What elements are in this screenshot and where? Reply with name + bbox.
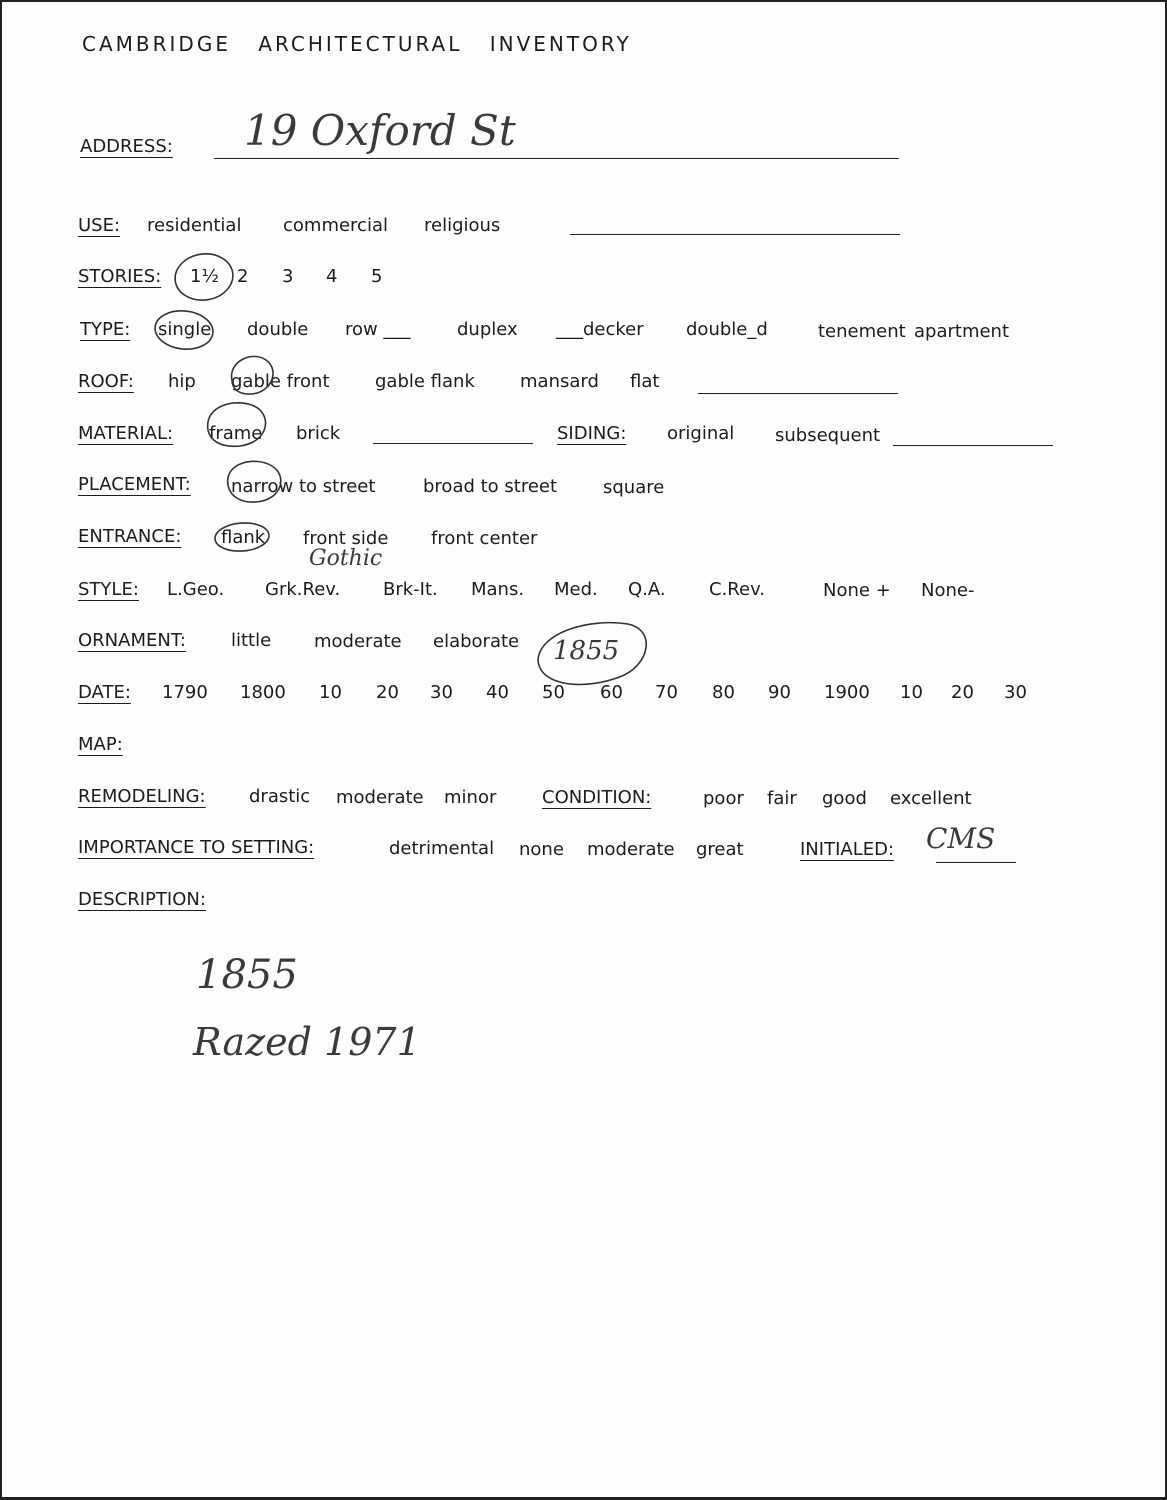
ornament-option-moderate: moderate bbox=[314, 631, 402, 652]
roof-label: ROOF: bbox=[78, 371, 134, 392]
remodeling-option-minor: minor bbox=[444, 787, 497, 808]
placement-option-square: square bbox=[603, 477, 665, 498]
style-annotation-gothic: Gothic bbox=[309, 546, 383, 571]
type-option-duplex: duplex bbox=[457, 319, 518, 340]
initialed-label: INITIALED: bbox=[800, 839, 895, 860]
date-annotation-1855: 1855 bbox=[553, 636, 620, 666]
address-value: 19 Oxford St bbox=[244, 106, 516, 155]
address-line bbox=[214, 158, 899, 159]
style-option-l-geo: L.Geo. bbox=[167, 579, 225, 600]
entrance-option-front-side: front side bbox=[303, 528, 389, 549]
date-option-30: 30 bbox=[430, 682, 453, 703]
style-label: STYLE: bbox=[78, 579, 139, 600]
roof-other-line bbox=[698, 393, 898, 394]
ornament-option-little: little bbox=[231, 630, 272, 651]
date-option-1790: 1790 bbox=[162, 682, 208, 703]
date-option-80: 80 bbox=[712, 682, 735, 703]
type-option-double-d: double_d bbox=[686, 319, 768, 340]
date-option-20: 20 bbox=[376, 682, 399, 703]
date-option-1920: 20 bbox=[951, 682, 974, 703]
type-option-row: row ___ bbox=[345, 319, 411, 340]
stories-option-1-half: 1½ bbox=[190, 266, 219, 287]
use-option-commercial: commercial bbox=[283, 215, 388, 236]
date-label: DATE: bbox=[78, 682, 131, 703]
remodeling-label: REMODELING: bbox=[78, 786, 206, 807]
material-other-line bbox=[373, 443, 533, 444]
use-other-line bbox=[570, 234, 900, 235]
condition-option-good: good bbox=[822, 788, 867, 809]
date-option-90: 90 bbox=[768, 682, 791, 703]
type-option-decker: ___decker bbox=[556, 319, 644, 340]
style-option-mans: Mans. bbox=[471, 579, 525, 600]
importance-option-detrimental: detrimental bbox=[389, 838, 495, 859]
initialed-line bbox=[936, 862, 1016, 863]
remodeling-option-drastic: drastic bbox=[249, 786, 311, 807]
type-option-single: single bbox=[158, 319, 212, 340]
date-option-50: 50 bbox=[542, 682, 565, 703]
entrance-label: ENTRANCE: bbox=[78, 526, 182, 547]
roof-option-flat: flat bbox=[630, 371, 660, 392]
roof-option-mansard: mansard bbox=[520, 371, 599, 392]
date-option-1900: 1900 bbox=[824, 682, 870, 703]
style-option-med: Med. bbox=[554, 579, 598, 600]
style-option-none-plus: None + bbox=[823, 580, 891, 601]
siding-option-subsequent: subsequent bbox=[775, 425, 881, 446]
material-label: MATERIAL: bbox=[78, 423, 174, 444]
remodeling-option-moderate: moderate bbox=[336, 787, 424, 808]
date-option-1910: 10 bbox=[900, 682, 923, 703]
use-option-religious: religious bbox=[424, 215, 501, 236]
material-option-frame: frame bbox=[209, 423, 263, 444]
style-option-grk-rev: Grk.Rev. bbox=[265, 579, 341, 600]
siding-other-line bbox=[893, 445, 1053, 446]
date-option-40: 40 bbox=[486, 682, 509, 703]
roof-option-gable-front: gable front bbox=[231, 371, 330, 392]
style-option-none-minus: None- bbox=[921, 580, 975, 601]
ornament-label: ORNAMENT: bbox=[78, 630, 186, 651]
stories-option-4: 4 bbox=[326, 266, 338, 287]
roof-option-hip: hip bbox=[168, 371, 196, 392]
material-option-brick: brick bbox=[296, 423, 341, 444]
date-option-70: 70 bbox=[655, 682, 678, 703]
stories-option-3: 3 bbox=[282, 266, 294, 287]
placement-label: PLACEMENT: bbox=[78, 474, 191, 495]
condition-option-poor: poor bbox=[703, 788, 744, 809]
importance-option-none: none bbox=[519, 839, 564, 860]
style-option-brk-it: Brk-It. bbox=[383, 579, 438, 600]
roof-option-gable-flank: gable flank bbox=[375, 371, 475, 392]
siding-option-original: original bbox=[667, 423, 735, 444]
condition-label: CONDITION: bbox=[542, 787, 652, 808]
entrance-option-front-center: front center bbox=[431, 528, 538, 549]
importance-label: IMPORTANCE TO SETTING: bbox=[78, 837, 315, 858]
initialed-value: CMS bbox=[926, 822, 996, 855]
placement-option-narrow: narrow to street bbox=[231, 476, 376, 497]
use-label: USE: bbox=[78, 215, 121, 236]
importance-option-moderate: moderate bbox=[587, 839, 675, 860]
type-option-tenement: tenement bbox=[818, 321, 906, 342]
stories-option-5: 5 bbox=[371, 266, 383, 287]
style-option-qa: Q.A. bbox=[628, 579, 666, 600]
date-option-1800: 1800 bbox=[240, 682, 286, 703]
type-label: TYPE: bbox=[80, 319, 131, 340]
date-option-1930: 30 bbox=[1004, 682, 1027, 703]
stories-label: STORIES: bbox=[78, 266, 162, 287]
description-line-1: 1855 bbox=[196, 952, 298, 998]
siding-label: SIDING: bbox=[557, 423, 627, 444]
type-option-double: double bbox=[247, 319, 309, 340]
stories-option-2: 2 bbox=[237, 266, 249, 287]
placement-option-broad: broad to street bbox=[423, 476, 558, 497]
description-label: DESCRIPTION: bbox=[78, 889, 206, 910]
entrance-option-flank: flank bbox=[221, 527, 266, 548]
date-option-10: 10 bbox=[319, 682, 342, 703]
description-line-2: Razed 1971 bbox=[193, 1020, 421, 1064]
form-heading: CAMBRIDGE ARCHITECTURAL INVENTORY bbox=[82, 32, 632, 56]
address-label: ADDRESS: bbox=[80, 136, 173, 157]
date-option-60: 60 bbox=[600, 682, 623, 703]
use-option-residential: residential bbox=[147, 215, 242, 236]
condition-option-excellent: excellent bbox=[890, 788, 972, 809]
importance-option-great: great bbox=[696, 839, 744, 860]
type-option-apartment: apartment bbox=[914, 321, 1010, 342]
condition-option-fair: fair bbox=[767, 788, 797, 809]
style-option-c-rev: C.Rev. bbox=[709, 579, 766, 600]
map-label: MAP: bbox=[78, 734, 123, 755]
ornament-option-elaborate: elaborate bbox=[433, 631, 520, 652]
